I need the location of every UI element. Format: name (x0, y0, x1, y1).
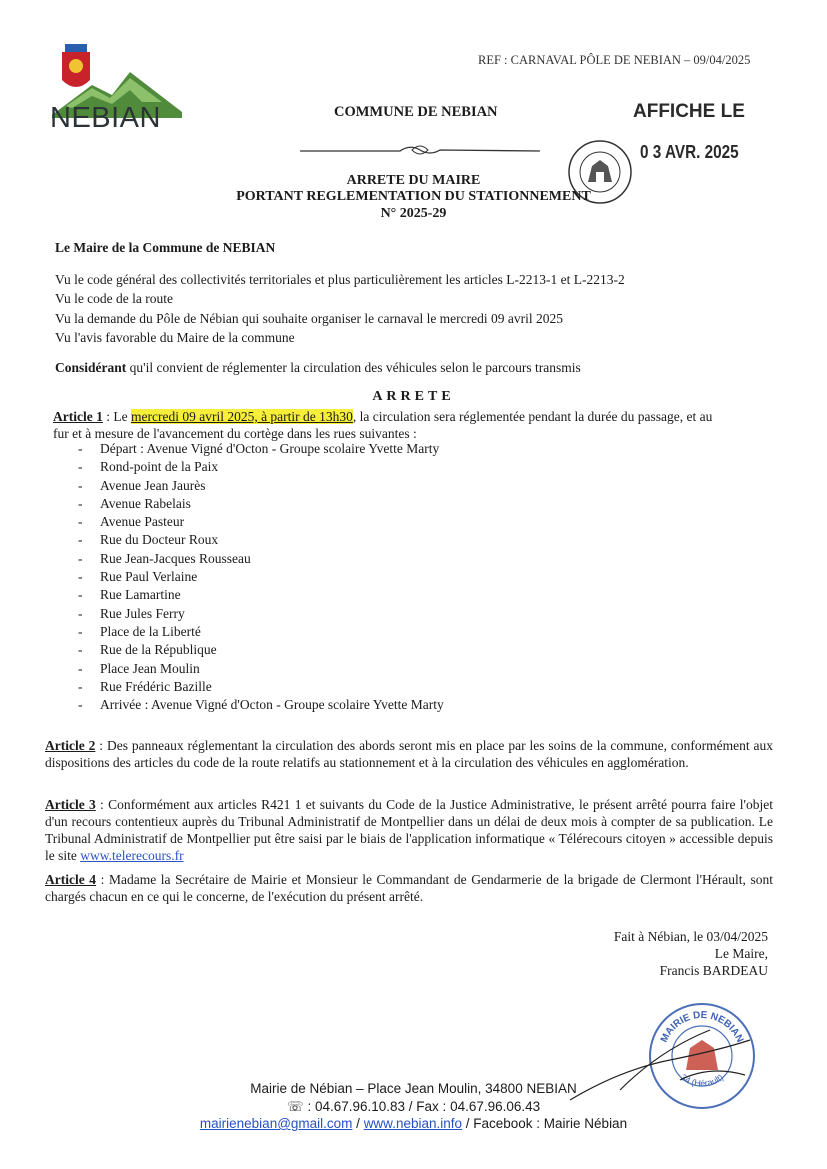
list-item: - Place Jean Moulin (78, 660, 200, 676)
title-line-1: ARRETE DU MAIRE (346, 173, 481, 188)
website-link[interactable]: www.nebian.info (363, 1116, 462, 1131)
considerant-label: Considérant (55, 360, 127, 375)
article-3-text: : Conformément aux articles R421 1 et suivants du Code de la Justice Administrative, le présent arrêté pourra faire l'objet d'un recours contentieux auprès du Tribunal Administratif de Montpellier dans un délai de deux mois à compter de sa publication. Le Tribunal Administratif de Montpellier put être saisi par le biais de l'application informatique « Télérecours citoyen » accessible depuis le site (45, 797, 773, 863)
article-1-line-1: Article 1 : Le mercredi 09 avril 2025, à partir de 13h30, la circulation sera réglementée pendant la durée du passage, et au (53, 409, 713, 424)
article-2-text: : Des panneaux réglementant la circulation des abords seront mis en place par les soins de la commune, conformément aux dispositions des articles du code de la route relatifs au stationnement et à la circulation des véhicules en agglomération. (45, 738, 773, 770)
maire-heading: Le Maire de la Commune de NEBIAN (55, 240, 276, 255)
phone-icon: ☏ (286, 1099, 304, 1114)
stamp-top-text: MAIRIE DE NEBIAN (658, 1009, 746, 1045)
list-item: - Rue Lamartine (78, 587, 181, 603)
list-item: - Avenue Rabelais (78, 495, 191, 511)
list-item: - Rue Jules Ferry (78, 605, 185, 621)
article-3 (45, 796, 773, 864)
email-link[interactable]: mairienebian@gmail.com (199, 1116, 353, 1131)
vu-line-1: Vu le code général des collectivités territoriales et plus particulièrement les articles L-2213-1 et L-2213-2 (55, 272, 625, 287)
signature-name: Francis BARDEAU (659, 963, 768, 978)
affiche-stamp-date: 0 3 AVR. 2025 (640, 142, 739, 162)
facebook-text: / Facebook : Mairie Nébian (462, 1116, 628, 1131)
footer-address: Mairie de Nébian – Place Jean Moulin, 34800 NEBIAN (250, 1081, 577, 1096)
footer-phone: ☏ : 04.67.96.10.83 / Fax : 04.67.96.06.43 (286, 1099, 541, 1114)
coat-of-arms-crown (65, 44, 87, 52)
street-list (78, 440, 444, 714)
signature-scribble (560, 1020, 760, 1110)
article-2-label: Article 2 (45, 738, 96, 753)
decorative-flourish (300, 140, 540, 160)
stamp-bottom-text: 34 (Hérault) (678, 1072, 726, 1089)
vu-line-2: Vu le code de la route (55, 291, 174, 306)
considerant-text: qu'il convient de réglementer la circulation des véhicules selon le parcours transmis (126, 360, 581, 375)
list-item: - Rond-point de la Paix (78, 459, 219, 475)
list-item: - Arrivée : Avenue Vigné d'Octon - Groupe scolaire Yvette Marty (78, 697, 444, 713)
list-item: - Rue Frédéric Bazille (78, 678, 212, 694)
list-item: - Rue Jean-Jacques Rousseau (78, 550, 251, 566)
footer-links: mairienebian@gmail.com / www.nebian.info / Facebook : Mairie Nébian (199, 1116, 628, 1131)
title-number: N° 2025-29 (380, 206, 447, 221)
article-2 (45, 737, 773, 771)
reference: REF : CARNAVAL PÔLE DE NEBIAN – 09/04/2025 (478, 53, 751, 67)
article-1-highlight: mercredi 09 avril 2025, à partir de 13h30 (130, 409, 353, 424)
vu-line-4: Vu l'avis favorable du Maire de la commune (55, 330, 295, 345)
article-4 (45, 871, 773, 905)
affiche-stamp-label: AFFICHE LE (633, 101, 745, 122)
title-line-2: PORTANT REGLEMENTATION DU STATIONNEMENT (236, 189, 591, 204)
telerecours-link[interactable]: www.telerecours.fr (80, 848, 184, 863)
list-item: - Avenue Jean Jaurès (78, 477, 206, 493)
article-1-line-2: fur et à mesure de l'avancement du cortège dans les rues suivantes : (53, 426, 417, 441)
list-item: - Avenue Pasteur (78, 514, 185, 530)
list-item: - Rue du Docteur Roux (78, 532, 219, 548)
article-1-label: Article 1 (53, 409, 103, 424)
signature-role: Le Maire, (714, 946, 768, 961)
signature-place-date: Fait à Nébian, le 03/04/2025 (613, 929, 768, 944)
vu-line-3: Vu la demande du Pôle de Nébian qui souhaite organiser le carnaval le mercredi 09 avril 2025 (55, 311, 564, 326)
arrete-heading: ARRETE (372, 389, 455, 404)
considerant (55, 360, 581, 376)
list-item: - Rue Paul Verlaine (78, 569, 198, 585)
list-item: - Rue de la République (78, 642, 217, 658)
article-3-label: Article 3 (45, 797, 96, 812)
list-item: - Départ : Avenue Vigné d'Octon - Groupe scolaire Yvette Marty (78, 441, 440, 456)
article-4-text: : Madame la Secrétaire de Mairie et Monsieur le Commandant de Gendarmerie de la brigade de Clermont l'Hérault, sont chargés chacun en ce qui le concerne, de l'exécution du présent arrêté. (45, 872, 773, 904)
logo-text: NEBIAN (50, 102, 161, 134)
list-item: - Place de la Liberté (78, 623, 201, 639)
commune-title: COMMUNE DE NEBIAN (334, 104, 498, 120)
article-4-label: Article 4 (45, 872, 97, 887)
